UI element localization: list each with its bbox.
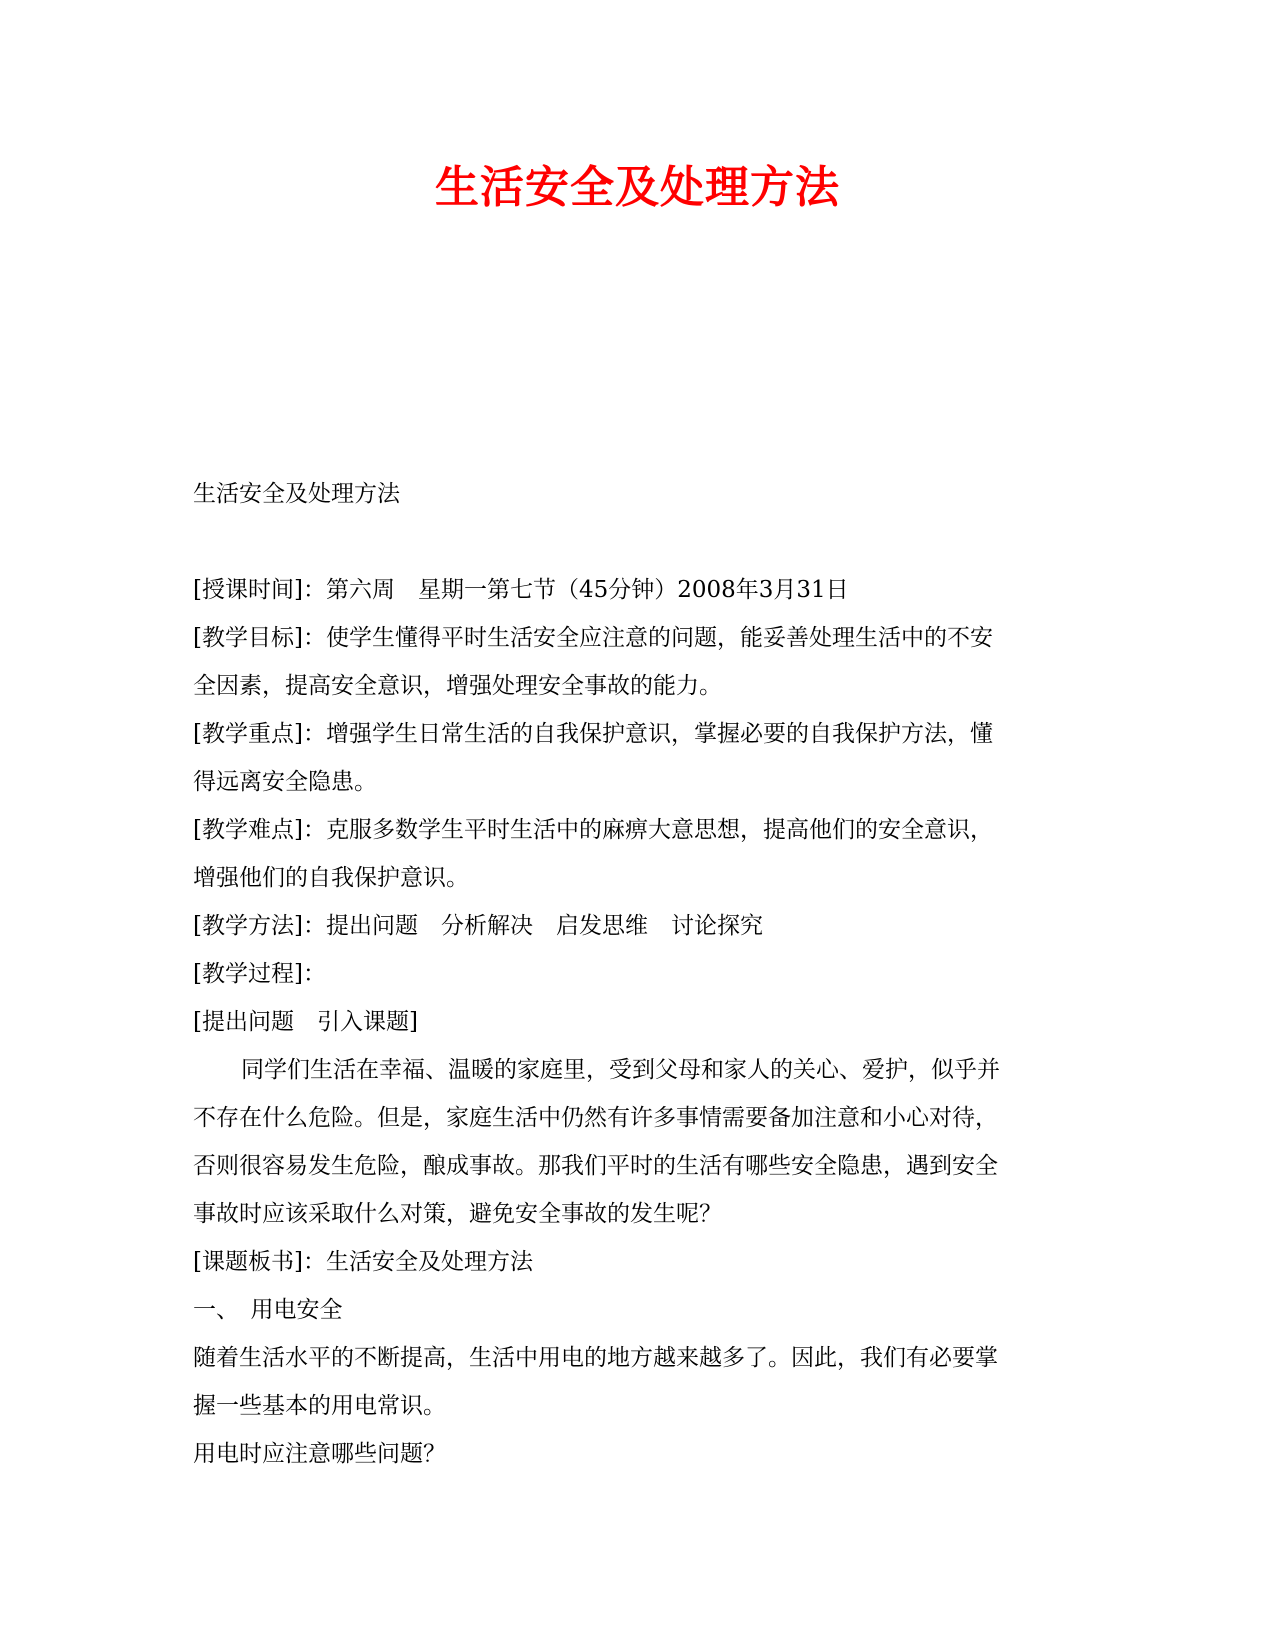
teaching-method: [教学方法]：提出问题 分析解决 启发思维 讨论探究 — [193, 913, 763, 939]
section-heading-electricity: 一、 用电安全 — [193, 1297, 343, 1323]
board-title: [课题板书]：生活安全及处理方法 — [193, 1249, 533, 1275]
teaching-focus-line-1: [教学重点]：增强学生日常生活的自我保护意识，掌握必要的自我保护方法，懂 — [193, 721, 993, 747]
intro-paragraph-line-1: 同学们生活在幸福、温暖的家庭里，受到父母和家人的关心、爱护，似乎并 — [241, 1057, 1000, 1083]
document-body — [193, 470, 1073, 1478]
teaching-process: [教学过程]： — [193, 961, 326, 987]
intro-heading: [提出问题 引入课题] — [193, 1009, 418, 1035]
teaching-goal-line-2: 全因素，提高安全意识，增强处理安全事故的能力。 — [193, 673, 722, 699]
electricity-paragraph-line-1: 随着生活水平的不断提高，生活中用电的地方越来越多了。因此，我们有必要掌 — [193, 1345, 998, 1371]
teaching-difficulty-line-2: 增强他们的自我保护意识。 — [193, 865, 469, 891]
electricity-question: 用电时应注意哪些问题？ — [193, 1441, 446, 1467]
teaching-time: [授课时间]：第六周 星期一第七节（45分钟）2008年3月31日 — [193, 577, 849, 603]
intro-paragraph-line-3: 否则很容易发生危险，酿成事故。那我们平时的生活有哪些安全隐患，遇到安全 — [193, 1153, 998, 1179]
document-subtitle: 生活安全及处理方法 — [193, 481, 400, 507]
intro-paragraph-line-4: 事故时应该采取什么对策，避免安全事故的发生呢？ — [193, 1201, 722, 1227]
teaching-goal-line-1: [教学目标]：使学生懂得平时生活安全应注意的问题，能妥善处理生活中的不安 — [193, 625, 993, 651]
page-title: 生活安全及处理方法 — [435, 162, 840, 213]
intro-paragraph-line-2: 不存在什么危险。但是，家庭生活中仍然有许多事情需要备加注意和小心对待， — [193, 1105, 998, 1131]
teaching-focus-line-2: 得远离安全隐患。 — [193, 769, 377, 795]
electricity-paragraph-line-2: 握一些基本的用电常识。 — [193, 1393, 446, 1419]
teaching-difficulty-line-1: [教学难点]：克服多数学生平时生活中的麻痹大意思想，提高他们的安全意识， — [193, 817, 993, 843]
